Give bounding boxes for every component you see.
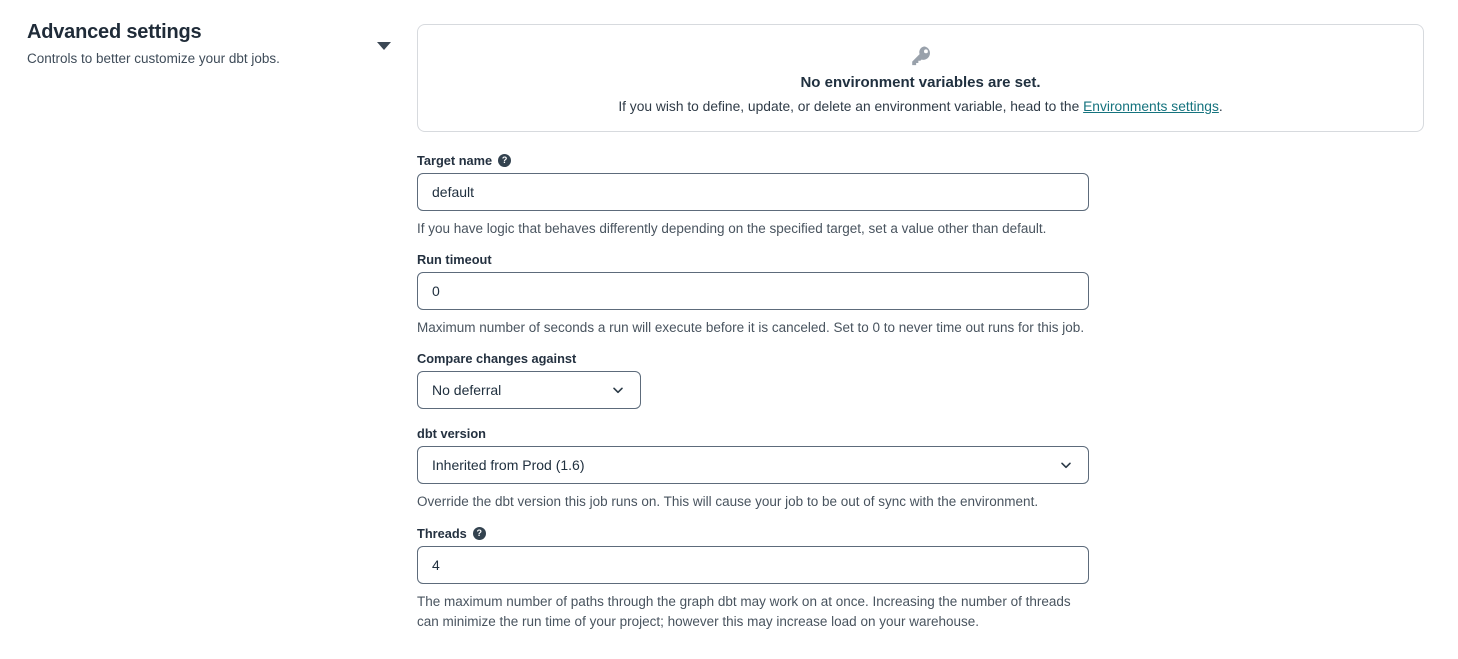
environment-variables-panel [417, 24, 1424, 132]
key-icon [910, 45, 932, 67]
chevron-down-triangle-icon [377, 42, 391, 50]
env-message-suffix: . [1218, 99, 1223, 114]
advanced-settings-content [417, 24, 1424, 632]
help-icon[interactable]: ? [498, 154, 511, 167]
compare-changes-select[interactable] [417, 371, 641, 409]
target-name-input[interactable] [417, 173, 1089, 211]
dbt-version-selected-value: Inherited from Prod (1.6) [432, 457, 585, 473]
help-icon[interactable]: ? [473, 527, 486, 540]
chevron-down-icon [1058, 457, 1074, 473]
run-timeout-helper: Maximum number of seconds a run will execute before it is canceled. Set to 0 to never time out runs for this job. [417, 320, 1085, 335]
collapse-section-toggle[interactable] [377, 41, 391, 50]
target-name-helper: If you have logic that behaves differently depending on the specified target, set a value other than default. [417, 221, 1047, 236]
threads-label: Threads [417, 526, 467, 541]
threads-field-group [417, 526, 1089, 632]
chevron-down-icon [610, 382, 626, 398]
page-title: Advanced settings [27, 21, 202, 43]
target-name-label: Target name [417, 153, 493, 168]
dbt-version-helper: Override the dbt version this job runs on. This will cause your job to be out of sync with the environment. [417, 494, 1039, 509]
compare-changes-label: Compare changes against [417, 351, 577, 366]
advanced-settings-header [27, 20, 367, 68]
target-name-field-group [417, 153, 1089, 239]
run-timeout-field-group [417, 252, 1089, 338]
run-timeout-input[interactable] [417, 272, 1089, 310]
threads-input[interactable] [417, 546, 1089, 584]
page-subtitle: Controls to better customize your dbt jobs. [27, 51, 280, 66]
env-empty-message [618, 98, 1222, 116]
threads-helper: The maximum number of paths through the graph dbt may work on at once. Increasing the number of threads can minimize the run time of your project; however this may increase load on your warehouse. [417, 594, 1071, 629]
compare-changes-field-group [417, 351, 1089, 409]
run-timeout-label: Run timeout [417, 252, 492, 267]
compare-changes-selected-value: No deferral [432, 382, 502, 398]
dbt-version-field-group [417, 426, 1089, 512]
environments-settings-link[interactable]: Environments settings [1083, 99, 1219, 114]
dbt-version-label: dbt version [417, 426, 486, 441]
dbt-version-select[interactable] [417, 446, 1089, 484]
env-empty-title: No environment variables are set. [800, 74, 1041, 91]
env-message-prefix: If you wish to define, update, or delete an environment variable, head to the [618, 99, 1084, 114]
